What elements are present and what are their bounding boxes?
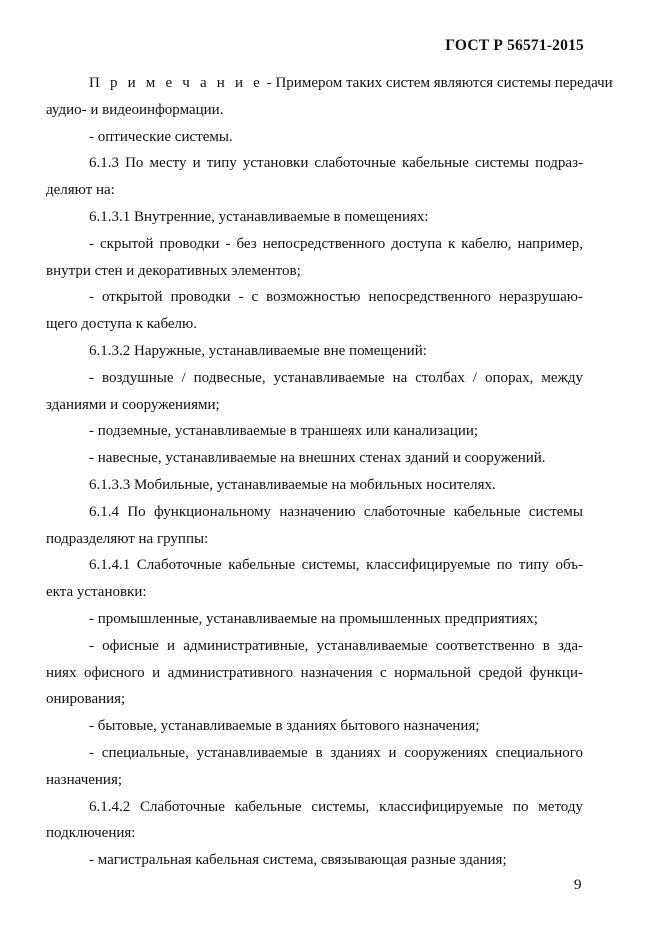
text-line: - офисные и административные, устанавливаемые соответственно в зда- xyxy=(89,637,583,654)
text-line: екта установки: xyxy=(46,584,147,601)
text-line: - бытовые, устанавливаемые в зданиях бытового назначения; xyxy=(89,718,480,735)
text-line: - оптические системы. xyxy=(89,128,233,145)
document-body xyxy=(46,70,613,874)
text-line: - воздушные / подвесные, устанавливаемые на столбах / опорах, между xyxy=(89,369,583,386)
text-line: назначения; xyxy=(46,771,123,788)
text-line: - скрытой проводки - без непосредственного доступа к кабелю, например, xyxy=(89,235,583,252)
text-line: - подземные, устанавливаемые в траншеях или канализации; xyxy=(89,423,479,440)
text-line: деляют на: xyxy=(46,182,115,199)
page-number: 9 xyxy=(574,877,582,893)
text-line: - магистральная кабельная система, связывающая разные здания; xyxy=(89,852,507,869)
document-header: ГОСТ Р 56571-2015 xyxy=(445,37,584,54)
text-line: 6.1.4 По функциональному назначению слаботочные кабельные системы xyxy=(89,503,583,520)
text-line: внутри стен и декоративных элементов; xyxy=(46,262,301,279)
text-line: 6.1.3.1 Внутренние, устанавливаемые в помещениях: xyxy=(89,208,429,225)
text-line: 6.1.4.2 Слаботочные кабельные системы, классифицируемые по методу xyxy=(89,798,583,815)
text-line: 6.1.4.1 Слаботочные кабельные системы, классифицируемые по типу объ- xyxy=(89,557,583,574)
text-line: аудио- и видеоинформации. xyxy=(46,101,224,118)
text-line: онирования; xyxy=(46,691,126,708)
text-line: подразделяют на группы: xyxy=(46,530,209,547)
text-line: подключения: xyxy=(46,825,136,842)
text-line: - навесные, устанавливаемые на внешних стенах зданий и сооружений. xyxy=(89,450,546,467)
text-line: 6.1.3 По месту и типу установки слаботочные кабельные системы подраз- xyxy=(89,155,583,172)
text-line: - открытой проводки - с возможностью непосредственного неразрушаю- xyxy=(89,289,583,306)
note-label: П р и м е ч а н и е xyxy=(89,75,263,91)
line-text: - Примером таких систем являются системы передачи xyxy=(262,75,613,91)
text-line: 6.1.3.2 Наружные, устанавливаемые вне помещений: xyxy=(89,342,427,359)
text-line: 6.1.3.3 Мобильные, устанавливаемые на мобильных носителях. xyxy=(89,476,496,493)
text-line: ниях офисного и административного назначения с нормальной средой функци- xyxy=(46,664,583,681)
text-line: щего доступа к кабелю. xyxy=(46,316,197,333)
text-line: - промышленные, устанавливаемые на промышленных предприятиях; xyxy=(89,610,538,627)
text-line xyxy=(46,70,613,97)
text-line: - специальные, устанавливаемые в зданиях и сооружениях специального xyxy=(89,744,583,761)
text-line: зданиями и сооружениями; xyxy=(46,396,220,413)
